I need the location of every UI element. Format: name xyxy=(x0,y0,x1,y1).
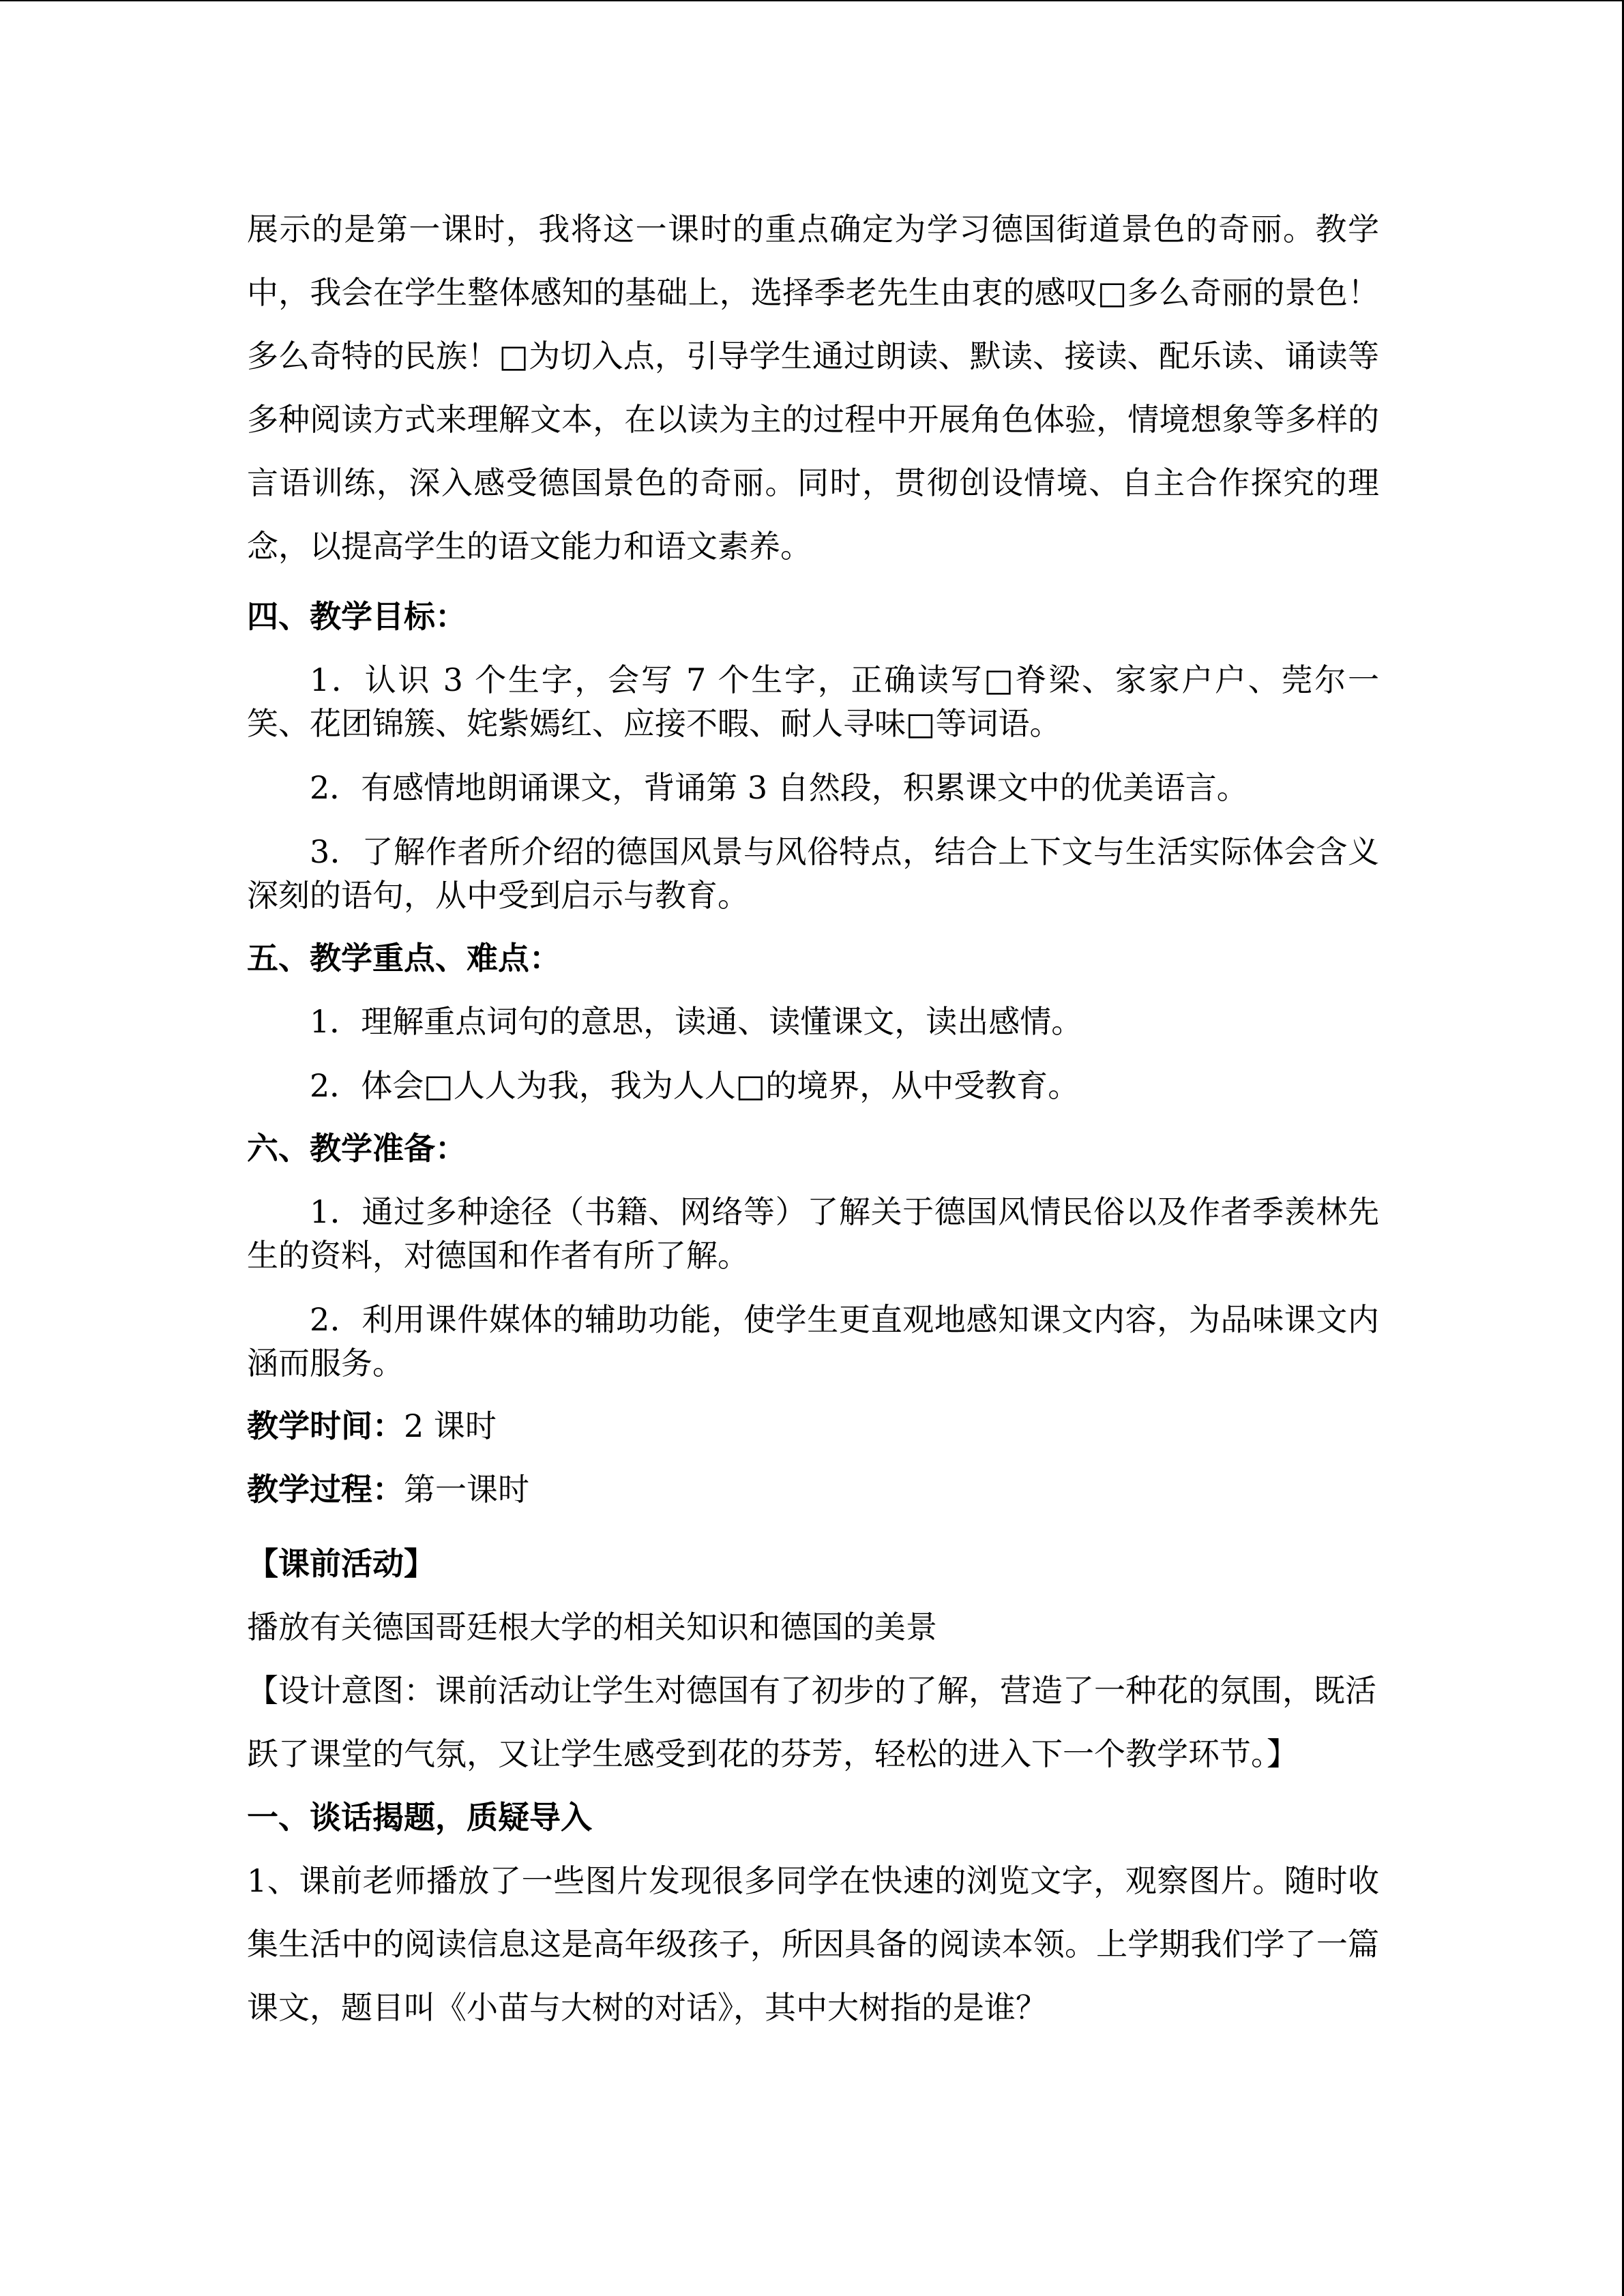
key-point-item-2: 2．体会□人人为我，我为人人□的境界，从中受教育。 xyxy=(310,1067,1080,1104)
design-intent: 【设计意图：课前活动让学生对德国有了初步的了解，营造了一种花的氛围，既活跃了课堂的气氛，又让学生感受到花的芬芳，轻松的进入下一个教学环节。】 xyxy=(247,1672,1376,1772)
preparation-item-2: 2．利用课件媒体的辅助功能，使学生更直观地感知课文内容，为品味课文内涵而服务。 xyxy=(247,1301,1379,1382)
page-top-border xyxy=(0,0,1624,1)
pre-class-activity: 播放有关德国哥廷根大学的相关知识和德国的美景 xyxy=(247,1609,937,1645)
goal-item-2: 2．有感情地朗诵课文，背诵第 3 自然段，积累课文中的优美语言。 xyxy=(310,769,1248,806)
part-one-paragraph: 1、课前老师播放了一些图片发现很多同学在快速的浏览文字，观察图片。随时收集生活中的阅读信息这是高年级孩子，所因具备的阅读本领。上学期我们学了一篇课文，题目叫《小苗与大树的对话》，其中大树指的是谁？ xyxy=(247,1862,1379,2026)
pre-class-heading: 【课前活动】 xyxy=(247,1545,435,1582)
teaching-process-label: 教学过程： xyxy=(247,1471,404,1508)
teaching-process xyxy=(247,1458,1379,1521)
key-point-item-1: 1．理解重点词句的意思，读通、读懂课文，读出感情。 xyxy=(310,1003,1083,1040)
preparation-item-1: 1．通过多种途径（书籍、网络等）了解关于德国风情民俗以及作者季羡林先生的资料，对德国和作者有所了解。 xyxy=(247,1193,1379,1274)
part-one-heading: 一、谈话揭题，质疑导入 xyxy=(247,1799,592,1836)
key-points-heading: 五、教学重点、难点： xyxy=(247,940,561,976)
goal-item-3: 3．了解作者所介绍的德国风景与风俗特点，结合上下文与生活实际体会含义深刻的语句，从中受到启示与教育。 xyxy=(247,833,1379,914)
teaching-time xyxy=(247,1395,1379,1458)
intro-paragraph: 展示的是第一课时，我将这一课时的重点确定为学习德国街道景色的奇丽。教学中，我会在学生整体感知的基础上，选择季老先生由衷的感叹□多么奇丽的景色！多么奇特的民族！□为切入点，引导学生通过朗读、默读、接读、配乐读、诵读等多种阅读方式来理解文本，在以读为主的过程中开展角色体验，情境想象等多样的言语训练，深入感受德国景色的奇丽。同时，贯彻创设情境、自主合作探究的理念，以提高学生的语文能力和语文素养。 xyxy=(247,211,1379,565)
teaching-process-value: 第一课时 xyxy=(404,1471,529,1508)
teaching-time-label: 教学时间： xyxy=(247,1407,404,1444)
document-body xyxy=(247,198,1379,2040)
teaching-time-value: 2 课时 xyxy=(404,1407,497,1444)
goals-heading: 四、教学目标： xyxy=(247,598,467,635)
preparation-heading: 六、教学准备： xyxy=(247,1130,467,1167)
goal-item-1: 1．认识 3 个生字，会写 7 个生字，正确读写□脊梁、家家户户、莞尔一笑、花团锦簇、姹紫嫣红、应接不暇、耐人寻味□等词语。 xyxy=(247,661,1379,742)
